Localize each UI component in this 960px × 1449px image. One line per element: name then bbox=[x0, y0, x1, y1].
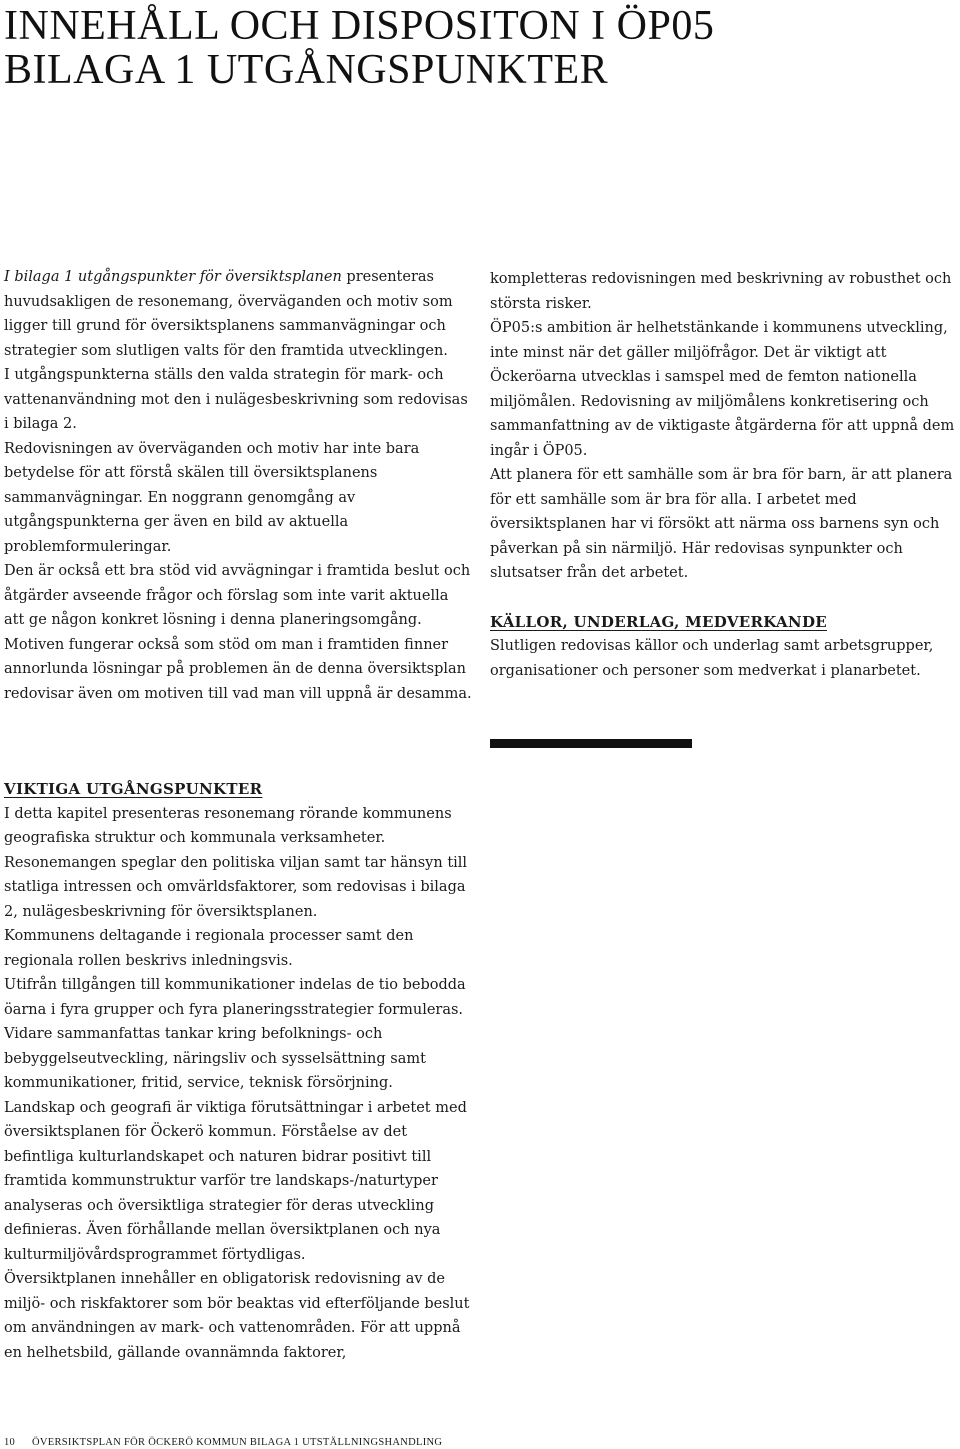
viktiga-paragraph-7: Översiktplanen innehåller en obligatorisk redovisning av de miljö- och riskfaktorer som bör beaktas vid efterföljande beslut om användningen av mark- och vattenområden. För att uppnå en helhetsbild, gällande ovannämnda faktorer, bbox=[4, 1271, 470, 1361]
viktiga-paragraph-2: Resonemangen speglar den politiska viljan samt tar hänsyn till statliga intressen och omvärldsfaktorer, som redovisas i bilaga 2, nulägesbeskrivning för översiktsplanen. bbox=[4, 854, 468, 920]
intro-paragraph-1-text: presenteras huvudsakligen de resonemang, överväganden och motiv som ligger till grund för översiktsplanens sammanvägningar och strategier som slutligen valts för den framtida utvecklingen. bbox=[4, 269, 453, 359]
intro-paragraph-2: I utgångspunkterna ställs den valda strategin för mark- och vattenanvändning mot den i nulägesbeskrivning som redovisas i bilaga 2. bbox=[4, 367, 468, 432]
intro-paragraph-3: Redovisningen av överväganden och motiv har inte bara betydelse för att förstå skälen till översiktsplanens sammanvägningar. En noggrann genomgång av utgångspunkterna ger även en bild av aktuella problemformuleringar. bbox=[4, 440, 420, 555]
right-column bbox=[490, 267, 955, 683]
intro-paragraph-1 bbox=[4, 265, 472, 363]
page-number: 10 bbox=[4, 1437, 16, 1448]
title-line-2: BILAGA 1 UTGÅNGSPUNKTER bbox=[4, 47, 609, 93]
intro-italic-title: I bilaga 1 utgångspunkter för översiktsplanen bbox=[4, 269, 342, 285]
viktiga-paragraph-3: Kommunens deltagande i regionala processer samt den regionala rollen beskrivs inledningsvis. bbox=[4, 928, 414, 969]
right-paragraph-4: Slutligen redovisas källor och underlag samt arbetsgrupper, organisationer och personer som medverkat i planarbetet. bbox=[490, 638, 934, 679]
viktiga-paragraph-1: I detta kapitel presenteras resonemang rörande kommunens geografiska struktur och kommunala verksamheter. bbox=[4, 805, 452, 846]
right-paragraph-1: kompletteras redovisningen med beskrivning av robusthet och största risker. bbox=[490, 271, 952, 312]
right-paragraph-2: ÖP05:s ambition är helhetstänkande i kommunens utveckling, inte minst när det gäller miljöfrågor. Det är viktigt att Öckeröarna utvecklas i samspel med de femton nationella miljömålen. Redovisning av miljömålens konkretisering och sammanfattning av de viktigaste åtgärderna för att uppnå dem ingår i ÖP05. bbox=[490, 320, 955, 459]
viktiga-heading: VIKTIGA UTGÅNGSPUNKTER bbox=[4, 780, 263, 798]
right-paragraph-3: Att planera för ett samhälle som är bra för barn, är att planera för ett samhälle som är bra för alla. I arbetet med översiktsplanen har vi försökt att närma oss barnens syn och påverkan på sin närmiljö. Här redovisas synpunkter och slutsatser från det arbetet. bbox=[490, 467, 953, 581]
viktiga-section bbox=[4, 777, 472, 1365]
intro-paragraph-4: Den är också ett bra stöd vid avvägningar i framtida beslut och åtgärder avseende frågor och förslag som inte varit aktuella att ge någon konkret lösning i denna planeringsomgång. Motiven fungerar också som stöd om man i framtiden finner annorlunda lösningar på problemen än de denna översiktsplan redovisar även om motiven till vad man vill uppnå är desamma. bbox=[4, 563, 472, 702]
footer-text: ÖVERSIKTSPLAN FÖR ÖCKERÖ KOMMUN BILAGA 1 UTSTÄLLNINGSHANDLING bbox=[32, 1437, 443, 1448]
page-title bbox=[4, 4, 714, 92]
page-footer bbox=[4, 1437, 442, 1448]
sources-heading: KÄLLOR, UNDERLAG, MEDVERKANDE bbox=[490, 612, 827, 631]
title-line-1: INNEHÅLL OCH DISPOSITON I ÖP05 bbox=[4, 3, 715, 49]
viktiga-paragraph-5: Vidare sammanfattas tankar kring befolknings- och bebyggelseutveckling, näringsliv och sysselsättning samt kommunikationer, fritid, service, teknisk försörjning. bbox=[4, 1026, 426, 1091]
section-divider-bar bbox=[490, 739, 692, 748]
viktiga-paragraph-4: Utifrån tillgången till kommunikationer indelas de tio bebodda öarna i fyra grupper och fyra planeringsstrategier formuleras. bbox=[4, 977, 466, 1018]
viktiga-paragraph-6: Landskap och geografi är viktiga förutsättningar i arbetet med översiktsplanen för Öckerö kommun. Förståelse av det befintliga kulturlandskapet och naturen bidrar positivt till framtida kommunstruktur varför tre landskaps-/naturtyper analyseras och översiktliga strategier för deras utveckling definieras. Även förhållande mellan översiktplanen och nya kulturmiljövårdsprogrammet förtydligas. bbox=[4, 1099, 467, 1263]
intro-column bbox=[4, 265, 472, 706]
